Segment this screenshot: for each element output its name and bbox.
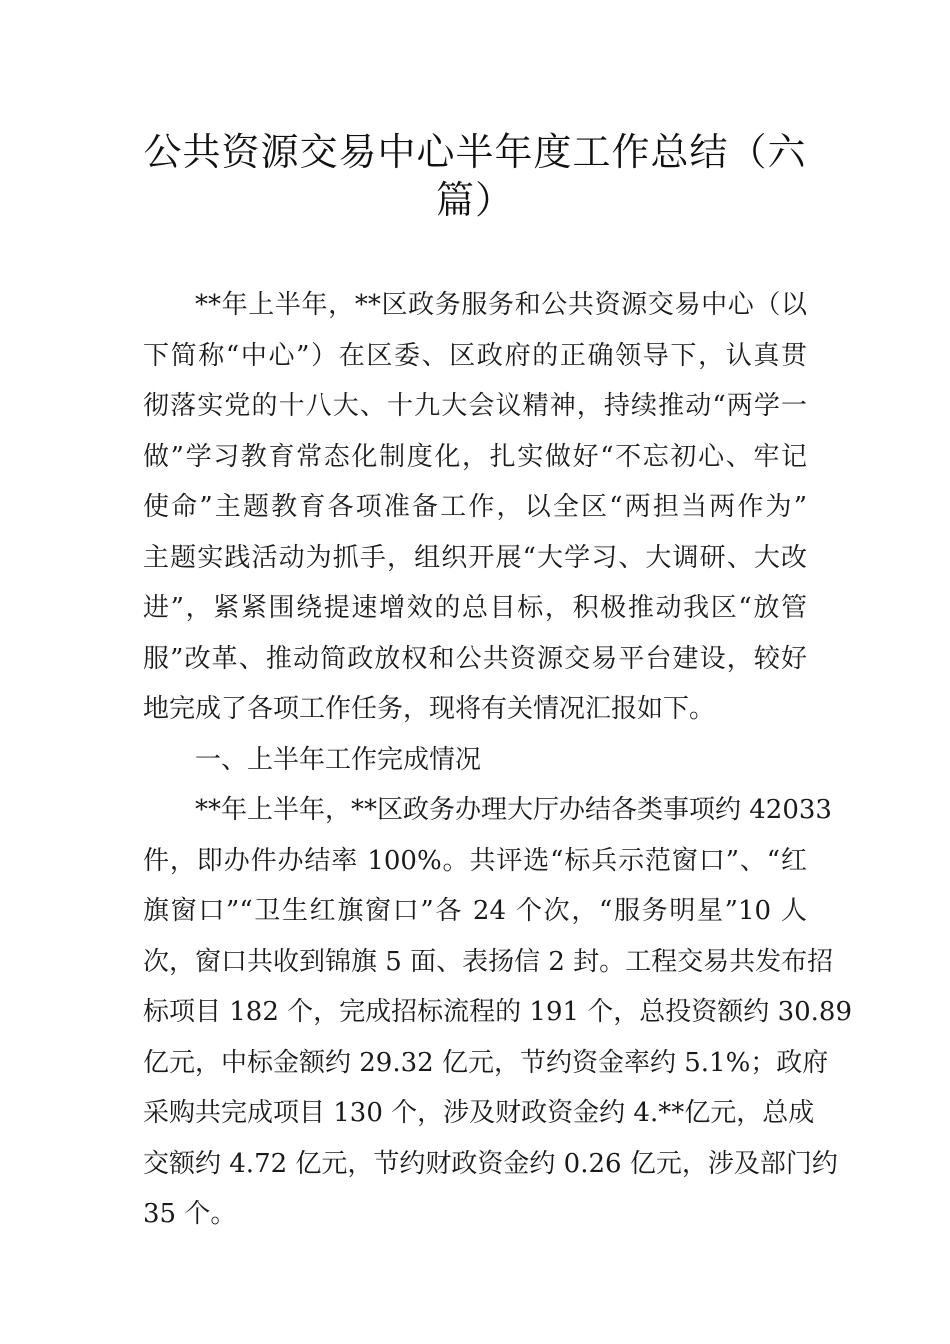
paragraph-line: 亿元，中标金额约 29.32 亿元，节约资金率约 5.1%；政府 [143,1047,829,1078]
paragraph-line: 交额约 4.72 亿元，节约财政资金约 0.26 亿元，涉及部门约 [143,1148,838,1179]
paragraph-line: 彻落实党的十八大、十九大会议精神，持续推动“两学一 [143,391,807,421]
title-line: 篇） [435,178,514,222]
title-line: 公共资源交易中心半年度工作总结（六 [143,130,807,174]
paragraph-line: 件，即办件办结率 100%。共评选“标兵示范窗口”、“红 [143,845,807,876]
paragraph-line: 标项目 182 个，完成招标流程的 191 个，总投资额约 30.89 [143,997,853,1027]
paragraph-line: 使命”主题教育各项准备工作，以全区“两担当两作为” [143,492,807,522]
paragraph-line: 做”学习教育常态化制度化，扎实做好“不忘初心、牢记 [143,441,807,472]
paragraph-line: 旗窗口”“卫生红旗窗口”各 24 个次，“服务明星”10 人 [143,896,807,926]
paragraph-line: 服”改革、推动简政放权和公共资源交易平台建设，较好 [143,643,807,674]
section-heading: 一、上半年工作完成情况 [195,744,482,775]
paragraph-line: 下简称“中心”）在区委、区政府的正确领导下，认真贯 [143,340,807,371]
paragraph-line: 次，窗口共收到锦旗 5 面、表扬信 2 封。工程交易共发布招 [143,946,834,977]
paragraph-line: 35 个。 [143,1199,237,1229]
paragraph-line: 地完成了各项工作任务，现将有关情况汇报如下。 [143,694,716,724]
paragraph-line: **年上半年，**区政务服务和公共资源交易中心（以 [195,290,807,320]
document-title [140,128,810,224]
paragraph-line: 主题实践活动为抓手，组织开展“大学习、大调研、大改 [143,542,807,573]
paragraph-line: 进”，紧紧围绕提速增效的总目标，积极推动我区“放管 [143,593,807,623]
document-body [143,280,853,1240]
paragraph-line: **年上半年，**区政务办理大厅办结各类事项约 42033 [195,795,832,825]
paragraph-line: 采购共完成项目 130 个，涉及财政资金约 4.**亿元，总成 [143,1098,815,1128]
